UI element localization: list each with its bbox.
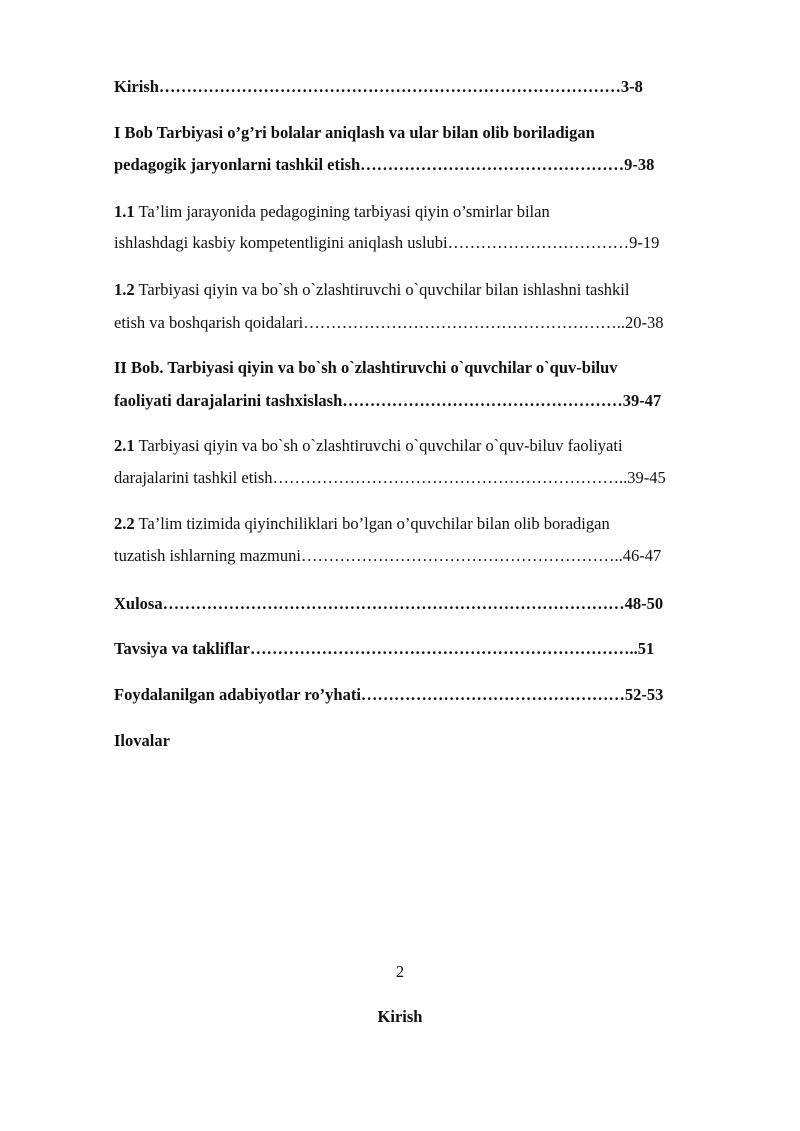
- toc-adabiyotlar-text: Foydalanilgan adabiyotlar ro’yhati…………………………………………52-53: [114, 685, 664, 704]
- toc-1-1-line-2: ishlashdagi kasbiy kompetentligini aniqlash uslubi……………………………9-19: [114, 233, 660, 252]
- toc-1-2-number: 1.2: [114, 280, 135, 299]
- toc-2-2-title: Ta’lim tizimida qiyinchiliklari bo’lgan o’quvchilar bilan olib boradigan: [134, 514, 610, 533]
- toc-chapter-1-line-2: pedagogik jaryonlarni tashkil etish…………………………………………9-38: [114, 155, 655, 174]
- toc-tavsiya-text: Tavsiya va takliflar……………………………………………………………..51: [114, 639, 655, 658]
- toc-2-2-line-2: tuzatish ishlarning mazmuni…………………………………………………..46-47: [114, 546, 662, 565]
- toc-chapter-1-line-1: I Bob Tarbiyasi o’g’ri bolalar aniqlash va ular bilan olib boriladigan: [114, 123, 595, 142]
- toc-chapter-2-line-2: faoliyati darajalarini tashxislash……………………………………………39-47: [114, 391, 662, 410]
- toc-1-2-line-2: etish va boshqarish qoidalari…………………………………………………..20-38: [114, 313, 664, 332]
- toc-1-1-line-1: [114, 204, 550, 221]
- toc-1-1-number: 1.1: [114, 202, 135, 221]
- toc-1-2-title: Tarbiyasi qiyin va bo`sh o`zlashtiruvchi o`quvchilar bilan ishlashni tashkil: [134, 280, 630, 299]
- toc-2-1-line-1: [114, 438, 623, 455]
- toc-kirish-text: Kirish…………………………………………………………………………3-8: [114, 77, 643, 96]
- section-heading: Kirish: [377, 1007, 423, 1026]
- toc-1-1-title: Ta’lim jarayonida pedagogining tarbiyasi qiyin o’smirlar bilan: [134, 202, 550, 221]
- toc-2-1-line-2: darajalarini tashkil etish………………………………………………………..39-45: [114, 468, 666, 487]
- toc-2-2-line-1: [114, 516, 610, 533]
- toc-ilovalar-text: Ilovalar: [114, 731, 170, 750]
- toc-2-2-number: 2.2: [114, 514, 135, 533]
- toc-2-1-title: Tarbiyasi qiyin va bo`sh o`zlashtiruvchi o`quvchilar o`quv-biluv faoliyati: [134, 436, 623, 455]
- page-number: 2: [395, 962, 405, 981]
- toc-2-1-number: 2.1: [114, 436, 135, 455]
- toc-1-2-line-1: [114, 282, 629, 299]
- toc-chapter-2-line-1: II Bob. Tarbiyasi qiyin va bo`sh o`zlashtiruvchi o`quvchilar o`quv-biluv: [114, 358, 618, 377]
- toc-xulosa-text: Xulosa…………………………………………………………………………48-50: [114, 594, 664, 613]
